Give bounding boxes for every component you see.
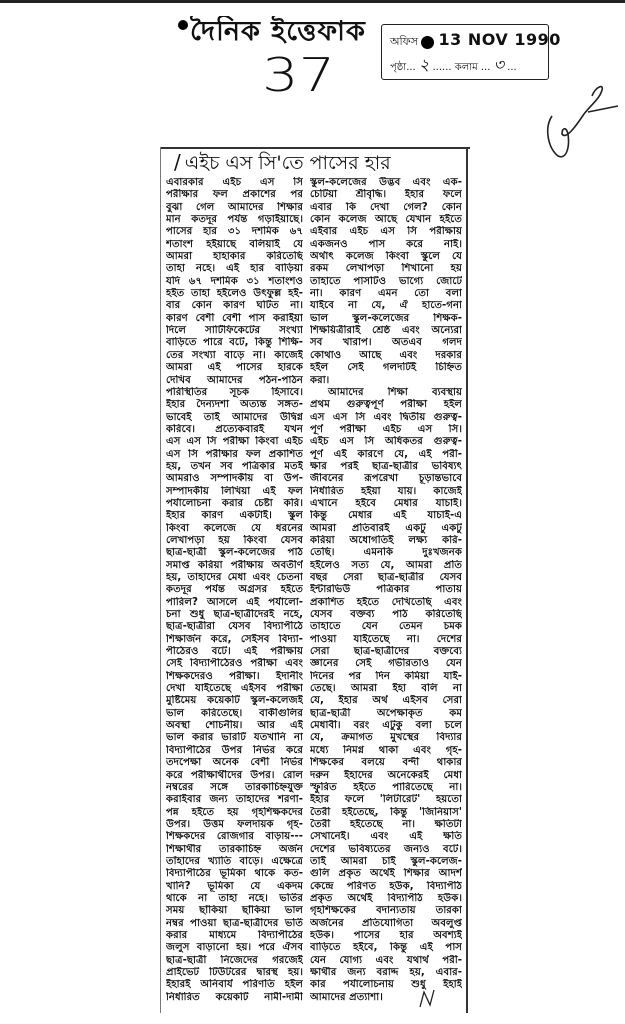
- article-line: ছাত্র-ছাত্রী অপেক্ষাকৃত কম: [310, 707, 462, 719]
- article-line: রকম লেখাপড়া শিখানো হয়: [310, 263, 462, 275]
- article-line: যাইবে না যে, ঐ হাতে-গনা: [310, 300, 462, 312]
- article-line: সমাপ্ত করিয়া পরীক্ষায় অবতীর্ণ: [166, 559, 303, 571]
- date-stamp: অফিস 13 NOV 1990 পৃষ্ঠা... ২ ...... কলাম ... ৩ ...: [381, 24, 549, 80]
- article-line: সম্পাদকীয় লিখিয়া এই ফল: [166, 485, 303, 497]
- article-line: যে, ইহার অর্থ এইসব সেরা: [310, 695, 462, 707]
- article-line: কিন্তু মেধার এই যাচাই-এ: [310, 510, 462, 522]
- stamp-page-value: ২: [418, 55, 430, 74]
- article-line: বার কোন কারণ ঘটিত না।: [166, 300, 303, 312]
- article-line: প্রকৃত অর্থেই বিদ্যাপীঠ হউক।: [310, 892, 462, 904]
- article-line: করে পরীক্ষার্থীদের উপর। রোল: [166, 769, 303, 781]
- article-line: তের সংখ্যা বাড়ে না। কাজেই: [166, 349, 303, 361]
- article-line: পরীক্ষার ফল প্রকাশের পর: [166, 189, 303, 201]
- newspaper-masthead: [178, 16, 366, 48]
- article-line: ক্ষার পরই ছাত্র-ছাত্রীর ভবিষ্যৎ: [310, 460, 462, 472]
- article-line: দেশের ভবিষ্যতের জন্যও বটে।: [310, 843, 462, 855]
- article-line: দরুন ইহাদের অনেকেরই মেধা: [310, 769, 462, 781]
- handwritten-end-mark-icon: [418, 988, 438, 1008]
- stamp-page-label: পৃষ্ঠা: [390, 62, 407, 73]
- article-line: অবস্থা শোচনীয়। আর এই: [166, 720, 303, 732]
- article-headline: / এইচ এস সি'তে পাসের হার: [174, 151, 391, 173]
- article-line: তাঁহাদের খ্যাতি বাড়ে। এক্ষেত্রে: [166, 855, 303, 867]
- stamp-column-label: কলাম: [454, 62, 478, 73]
- article-line: এবারকার এইচ এস সি: [166, 177, 303, 188]
- article-line: ভাবেই তাই আমাদের উদ্বিগ্ন: [166, 411, 303, 423]
- handwritten-mark-icon: [540, 82, 620, 162]
- headline-text: এইচ এস সি'তে পাসের হার: [184, 152, 391, 173]
- article-line: প্রাইভেট টিউটরের দ্বারস্থ হয়।: [166, 967, 303, 978]
- article-line: সময় ছাঁকিয়া ছাঁকিয়া ভাল: [166, 905, 303, 917]
- article-line: আমাদের শিক্ষা ব্যবস্থায়: [328, 386, 462, 398]
- article-line: চেটিয়া শ্রীবৃদ্ধি। ইহার ফলে: [310, 189, 462, 201]
- article-line: পূর্ণ পরীক্ষা এইচ এস সি।: [310, 423, 462, 435]
- article-line: হইলেও সত্য যে, আমরা প্রতি: [310, 559, 462, 571]
- article-line: বুঝা গেল আমাদের শিক্ষার: [166, 201, 303, 213]
- article-line: ছাত্র-ছাত্রী নিজেদের গরজেই: [166, 954, 303, 966]
- article-line: পর্যালোচনা করার চেষ্টা করি।: [166, 497, 303, 509]
- stamp-date: 13 NOV 1990: [438, 30, 561, 49]
- article-line: তৈরী হইতেছে না। ক্ষতিটা: [310, 818, 462, 830]
- article-line: অর্থাৎ কলেজ কিংবা স্কুলে যে: [310, 251, 462, 263]
- article-line: এখানে হইবে মেধার যাচাই।: [310, 497, 462, 509]
- article-line: এইবার এইচ এস সি পরীক্ষায়: [310, 226, 462, 238]
- handwritten-clipping-number: 37: [262, 48, 336, 102]
- article-line: এস এস সি পরীক্ষা কিংবা এইচ: [166, 436, 303, 448]
- article-line: উপর। উত্তম ফলদায়ক গৃহ-: [166, 818, 303, 830]
- article-line: হয়, তখন সব পত্রিকার মতই: [166, 460, 303, 472]
- article-line: জীবনের রূপরেখা চূড়ান্তভাবে: [310, 473, 462, 485]
- article-line: নম্বর পাওয়া ছাত্র-ছাত্রীদের ভর্তি: [166, 917, 303, 929]
- article-line: সব খারাপ। অতএব গলদ: [310, 337, 462, 349]
- article-line: সেই বিদ্যাপীঠেরও পরীক্ষা এবং: [166, 658, 303, 670]
- article-line: না। কারণ এমন তো বলা: [310, 288, 462, 300]
- article-line: পূর্ণ এই কারণে যে, এই পরী-: [310, 448, 462, 460]
- article-line: দিলে সার্টিফিকেটের সংখ্যা: [166, 325, 303, 337]
- article-line: তেছি। এমনকি দুঃখজনক: [310, 547, 462, 559]
- article-line: সেরা ছাত্র-ছাত্রীদের বক্তব্যে: [310, 646, 462, 658]
- article-line: গুলি প্রকৃত অর্থেই শিক্ষার আদর্শ: [310, 868, 462, 880]
- article-line: তাই আমরা চাই স্কুল-কলেজ-: [310, 855, 462, 867]
- article-line: লেখাপড়া হয় কিংবা যেসব: [166, 534, 303, 546]
- newspaper-clipping: [160, 147, 470, 1013]
- article-line: ভাল স্কুল-কলেজের শিক্ষক-: [310, 312, 462, 324]
- article-line: ইহার দৈন্যদশা অত্যন্ত সঙ্গত-: [166, 399, 303, 411]
- article-line: আমরা এই পাসের হারকে: [166, 362, 303, 374]
- article-line: চনা শুধু ছাত্র-ছাত্রীদেরই নহে,: [166, 609, 303, 621]
- article-line: দিনের পর দিন কমিয়া যাই-: [310, 670, 462, 682]
- article-line: মেধাবী। বরং এটুকু বলা চলে: [310, 720, 462, 732]
- article-line: তেছে। আমরা ইহা বলি না: [310, 683, 462, 695]
- article-line: কিংবা কলেজে যে ধরনের: [166, 522, 303, 534]
- article-line: যে, ক্রমাগত মুখস্থের বিদ্যার: [310, 732, 462, 744]
- article-line: জলুস বাড়ানো হয়। পরে ঐসব: [166, 942, 303, 954]
- article-line: যেসব বক্তব্য পাঠ করিতেছি: [310, 609, 462, 621]
- article-line: স্কুল-কলেজের উদ্ভব এবং এক-: [310, 177, 462, 188]
- article-column-1: [166, 177, 303, 1004]
- article-line: মুষ্টিমেয় কয়েকটি স্কুল-কলেজই: [166, 695, 303, 707]
- article-line: শতাংশ হইয়াছে বলিয়াই যে: [166, 238, 303, 250]
- article-line: তৈরী হইতেছে, কিন্তু 'জিনিয়াস': [310, 806, 462, 818]
- article-line: শিক্ষকদের রোজগার বাড়ায়---: [166, 831, 303, 843]
- ink-blot-icon: [421, 36, 434, 49]
- article-line: এস সি পরীক্ষার ফল প্রকাশিত: [166, 448, 303, 460]
- article-line: বছর সেরা ছাত্র-ছাত্রীর যেসব: [310, 572, 462, 583]
- article-line: মধ্যে নিমগ্ন থাকা এবং গৃহ-: [310, 744, 462, 756]
- article-line: আমরাও সম্পাদকীয় বা উপ-: [166, 473, 303, 485]
- article-line: আমরা প্রতিবারই একটু একটু: [310, 522, 462, 534]
- article-line: শিক্ষয়িত্রীরাই শ্রেষ্ঠ এবং অন্যেরা: [310, 325, 462, 337]
- article-line: শিক্ষার্জন করে, সেইসব বিদ্যা-: [166, 633, 303, 645]
- article-line: অর্জনের প্রতিযোগিতা অবলুপ্ত: [310, 917, 462, 929]
- article-line: নির্ধারিত হইয়া যায়। কাজেই: [310, 485, 462, 497]
- article-line: কেন্দ্রে পরিণত হউক, বিদ্যাপীঠ: [310, 880, 462, 892]
- article-line: ইহারই অনিবার্য পরিণতি হইল: [166, 979, 303, 991]
- article-line: প্রকাশিত হইতে দেখিতেছি এবং: [310, 596, 462, 608]
- article-line: জ্ঞানের সেই গভীরতাও যেন: [310, 658, 462, 670]
- article-line: আমাদের প্রত্যাশা।: [310, 991, 383, 1003]
- article-line: পন্ন হইতে হয় গৃহশিক্ষকদের: [166, 806, 303, 818]
- article-line: ইন্টারভিউ পত্রিকার পাতায়: [310, 584, 462, 596]
- ink-blot-icon: [178, 20, 188, 30]
- article-line: ভাল করিতেছে। বাকীগুলির: [166, 707, 303, 719]
- article-line: আমরা হাহাকার করিতেছি: [166, 251, 303, 263]
- article-line: বাড়িতে পারে বটে, কিন্তু শিক্ষি-: [166, 337, 303, 349]
- article-line: গৃহশিক্ষকের বদান্যতায় তারকা: [310, 905, 462, 917]
- article-column-2: [310, 177, 462, 1004]
- article-line: করার মাধ্যমে বিদ্যাপীঠের: [166, 929, 303, 941]
- article-line: পরিস্থিতির সূচক হিসাবে।: [166, 386, 303, 398]
- article-line: একজনও পাস করে নাই।: [310, 238, 462, 250]
- article-line: যেন যোগ্য এবং যথার্থ পরী-: [310, 954, 462, 966]
- clipping-border: [160, 147, 470, 149]
- article-line: নির্ধারিত কয়েকটি নামী-দামী: [166, 991, 303, 1003]
- article-line: করিয়া অধোগতিই লক্ষ্য করি-: [310, 534, 462, 546]
- article-line: কার পর্যালোচনায় শুধু ইহাই: [310, 979, 462, 991]
- article-line: এইচ এস সি অধিকতর গুরুত্ব-: [310, 436, 462, 448]
- article-line: বিদ্যাপীঠের উপর নির্ভর করে: [166, 744, 303, 756]
- article-line: পাওয়া যাইতেছে না। দেশের: [310, 633, 462, 645]
- article-line: কোন কলেজ আছে যেখান হইতে: [310, 214, 462, 226]
- article-line: তাহা নহে। এই হার বাড়িয়া: [166, 263, 303, 275]
- article-line: পাসের হার ৩১ দশমিক ৬৭: [166, 226, 303, 238]
- clipping-border: [466, 147, 468, 1013]
- article-line: তদপেক্ষা অনেক বেশী নির্ভর: [166, 757, 303, 769]
- newspaper-name: দৈনিক ইত্তেফাক: [190, 16, 366, 47]
- article-line: থাকে না তাহা নহে। ভর্তির: [166, 892, 303, 904]
- article-line: হইত তাহা হইলেও উৎফুল্ল হই-: [166, 288, 303, 300]
- article-line: কোথাও আছে এবং দরকার: [310, 349, 462, 361]
- article-line: ক্ষার্থীর জন্য বরাদ্দ হয়, এবার-: [310, 967, 462, 978]
- clipping-border: [160, 147, 161, 1013]
- article-line: শিক্ষার্থীর তারকাচিহ্ন অর্জন: [166, 843, 303, 855]
- article-line: ভাল করার ভারটি যতখানি না: [166, 732, 303, 744]
- article-line: কতদূর পর্যন্ত অগ্রসর হইতে: [166, 584, 303, 596]
- article-line: শিক্ষকের বলয়ে বন্দী থাকার: [310, 757, 462, 769]
- article-line: ছাত্র-ছাত্রীরা যেসব বিদ্যাপীঠে: [166, 621, 303, 633]
- article-line: নম্বরের সঙ্গে তারকাচিহ্নযুক্ত: [166, 781, 303, 793]
- article-line: ইহার ফলে 'লিটারেট' হয়তো: [310, 794, 462, 806]
- stamp-office-label: অফিস: [390, 35, 418, 48]
- article-line: খানি? ভূমিকা যে একদম: [166, 880, 303, 892]
- article-line: সেখানেই। এবং এই ক্ষতি: [310, 831, 462, 843]
- article-line: হইল সেই গলদটিই চিহ্নিত: [310, 362, 462, 374]
- article-line: মান কতদূর পর্যন্ত গড়াইয়াছে।: [166, 214, 303, 226]
- article-line: তাহাতে পাসটিও ভাগ্যে জোটে: [310, 275, 462, 287]
- article-line: স্ফুরিত হইতে পারিতেছে না।: [310, 781, 462, 793]
- scan-top-edge: [0, 0, 625, 3]
- article-line: শিক্ষকদেরও পরীক্ষা। ইদানীং: [166, 670, 303, 682]
- article-line: তাহাতে যেন তেমন চমক: [310, 621, 462, 633]
- article-line: বাড়িতে হইবে, কিন্তু এই পাস: [310, 942, 462, 954]
- article-line: যদি ৬৭ দশমিক ৩১ শতাংশও: [166, 275, 303, 287]
- article-line: হউক। পাসের হার অবশ্যই: [310, 929, 462, 941]
- article-line: করিবে। প্রত্যেকবারই যখন: [166, 423, 303, 435]
- article-line: পীঠেরও বটে। এই পরীক্ষায়: [166, 646, 303, 658]
- article-line: করা।: [310, 374, 330, 386]
- article-line: প্রথম গুরুত্বপূর্ণ পরীক্ষা হইল: [310, 399, 462, 411]
- article-line: ছাত্র-ছাত্রী স্কুল-কলেজের পাঠ: [166, 547, 303, 559]
- article-line: বিদ্যাপীঠের ভূমিকা থাকে কত-: [166, 868, 303, 880]
- article-line: এবার কি দেখা গেল? কোন: [310, 201, 462, 213]
- article-line: এস এস সি এবং দ্বিতীয় গুরুত্ব-: [310, 411, 462, 423]
- article-line: পারিল? আসলে এই পর্যালো-: [166, 596, 303, 608]
- article-line: কারণ বেশী বেশী পাস করাইয়া: [166, 312, 303, 324]
- article-line: করাইবার জন্য তাহাদের শরণা-: [166, 794, 303, 806]
- stamp-column-value: ৩: [493, 55, 504, 74]
- article-line: হয়, তাহাদের মেধা এবং চেতনা: [166, 572, 303, 583]
- article-line: দেখা যাইতেছে এইসব পরীক্ষা: [166, 683, 303, 695]
- article-line: দেখিব আমাদের পঠন-পাঠন: [166, 374, 303, 386]
- article-line: ইহার কারণ একটাই। স্কুল: [166, 510, 303, 522]
